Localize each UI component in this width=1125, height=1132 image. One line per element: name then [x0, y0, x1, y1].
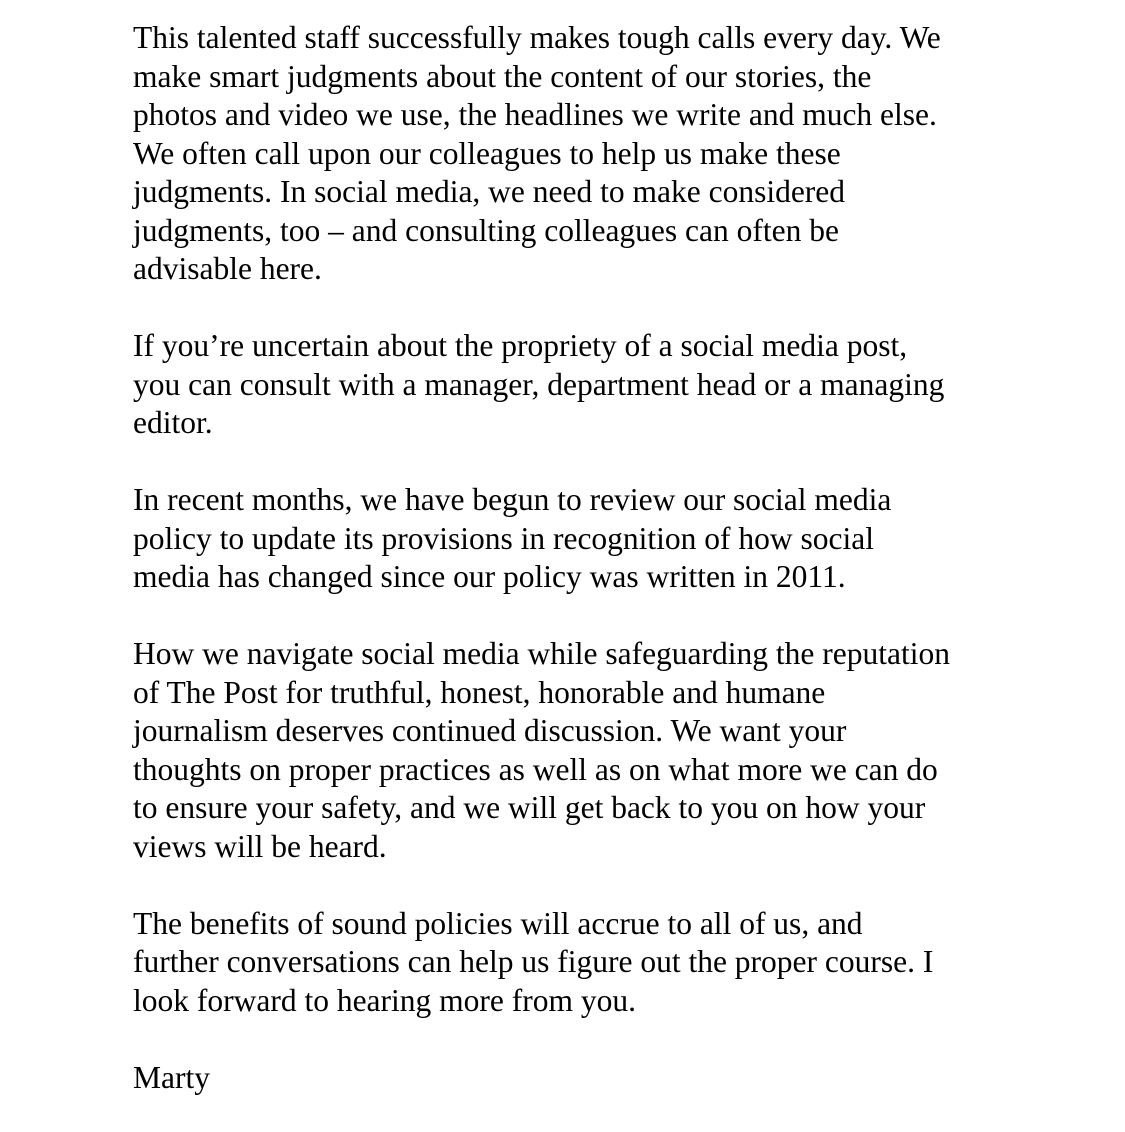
paragraph-navigate-social-media: How we navigate social media while safeguarding the reputation of The Post for truthful, honest, honorable and humane journalism deserves continued discussion. We want your thoughts on proper practices as well as on what more we can do to ensure your safety, and we will get back to you on how your views will be heard. — [133, 636, 950, 864]
paragraph-policy-review: In recent months, we have begun to review our social media policy to update its provisions in recognition of how social media has changed since our policy was written in 2011. — [133, 482, 892, 594]
paragraph-consult-manager: If you’re uncertain about the propriety of a social media post, you can consult with a manager, department head or a managing editor. — [133, 328, 945, 440]
paragraph-benefits: The benefits of sound policies will accrue to all of us, and further conversations can help us figure out the proper course. I look forward to hearing more from you. — [133, 905, 934, 1018]
signature: Marty — [133, 1059, 210, 1095]
letter-body — [133, 19, 1013, 1097]
paragraph-tough-calls: This talented staff successfully makes tough calls every day. We make smart judgments about the content of our stories, the photos and video we use, the headlines we write and much else. We often call upon our colleagues to help us make these judgments. In social media, we need to make considered judgments, too – and consulting colleagues can often be advisable here. — [133, 20, 941, 286]
